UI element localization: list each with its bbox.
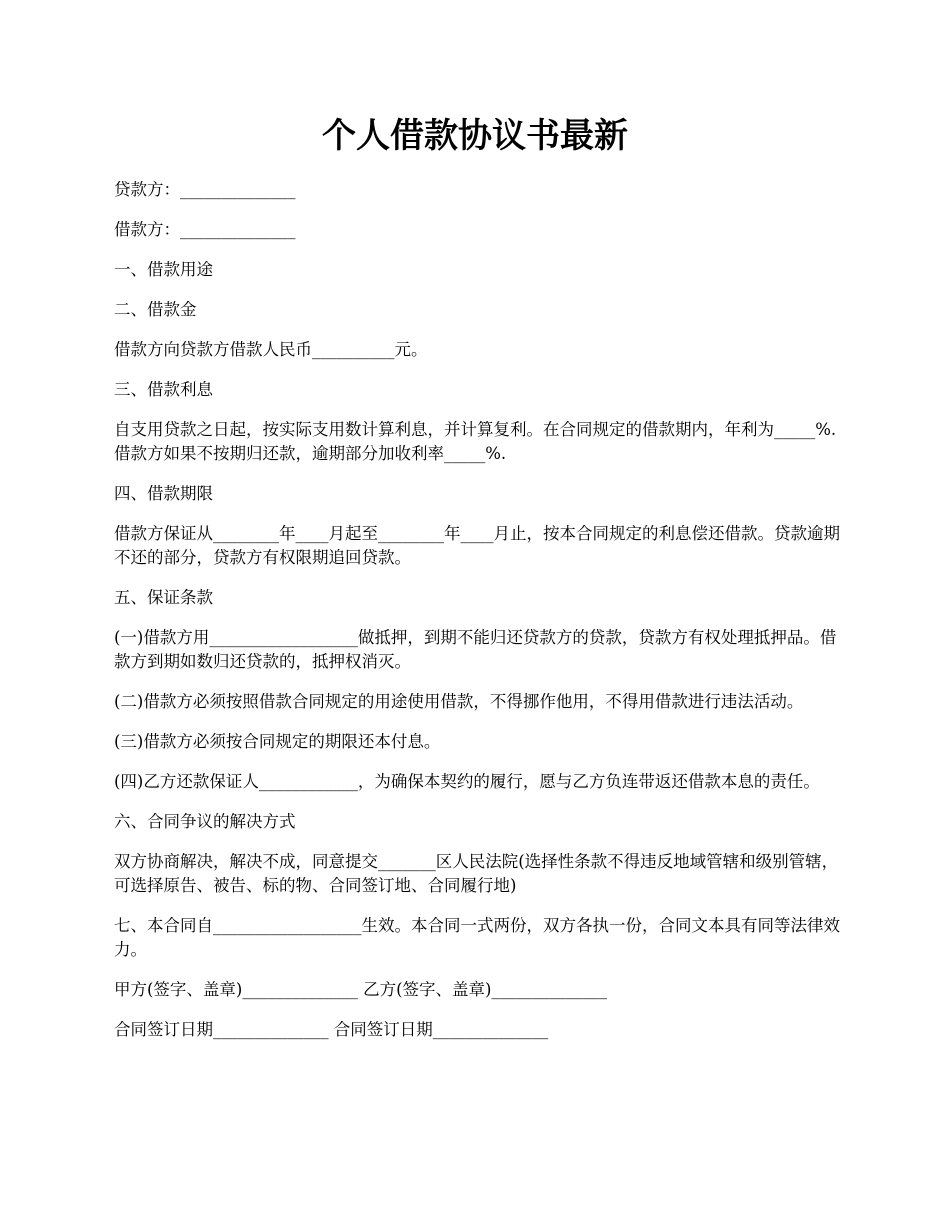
section-heading-interest: 三、借款利息 — [114, 380, 213, 399]
lender-line: 贷款方：______________ — [114, 180, 296, 199]
guarantee-clause-3: (三)借款方必须按合同规定的期限还本付息。 — [114, 732, 441, 751]
guarantee-clause-1: (一)借款方用__________________做抵押，到期不能归还贷款方的贷款，贷款方有权处理抵押品。借款方到期如数归还贷款的，抵押权消灭。 — [114, 628, 837, 671]
section-heading-dispute: 六、合同争议的解决方式 — [114, 812, 296, 831]
document-title: 个人借款协议书最新 — [322, 116, 628, 156]
section-heading-guarantee: 五、保证条款 — [114, 588, 213, 607]
section-heading-amount: 二、借款金 — [114, 300, 197, 319]
borrower-line: 借款方：______________ — [114, 220, 296, 239]
signing-date-line: 合同签订日期______________ 合同签订日期______________ — [114, 1020, 549, 1039]
term-paragraph: 借款方保证从________年____月起至________年____月止，按本合同规定的利息偿还借款。贷款逾期不还的部分，贷款方有权限期追回贷款。 — [114, 524, 840, 567]
guarantee-clause-4: (四)乙方还款保证人____________，为确保本契约的履行，愿与乙方负连带返还借款本息的责任。 — [114, 772, 820, 791]
section-heading-term: 四、借款期限 — [114, 484, 213, 503]
section-heading-purpose: 一、借款用途 — [114, 260, 213, 279]
signature-line: 甲方(签字、盖章)______________ 乙方(签字、盖章)______________ — [114, 980, 607, 999]
dispute-paragraph: 双方协商解决，解决不成，同意提交_______区人民法院(选择性条款不得违反地域管辖和级别管辖，可选择原告、被告、标的物、合同签订地、合同履行地) — [114, 852, 839, 895]
effective-paragraph: 七、本合同自__________________生效。本合同一式两份，双方各执一份，合同文本具有同等法律效力。 — [114, 916, 840, 959]
amount-paragraph: 借款方向贷款方借款人民币__________元。 — [114, 340, 428, 359]
document-body — [114, 178, 844, 1058]
guarantee-clause-2: (二)借款方必须按照借款合同规定的用途使用借款，不得挪作他用，不得用借款进行违法活动。 — [114, 692, 804, 711]
interest-paragraph: 自支用贷款之日起，按实际支用数计算利息，并计算复利。在合同规定的借款期内，年利为_____%.借款方如果不按期归还款，逾期部分加收利率_____%. — [114, 420, 837, 463]
